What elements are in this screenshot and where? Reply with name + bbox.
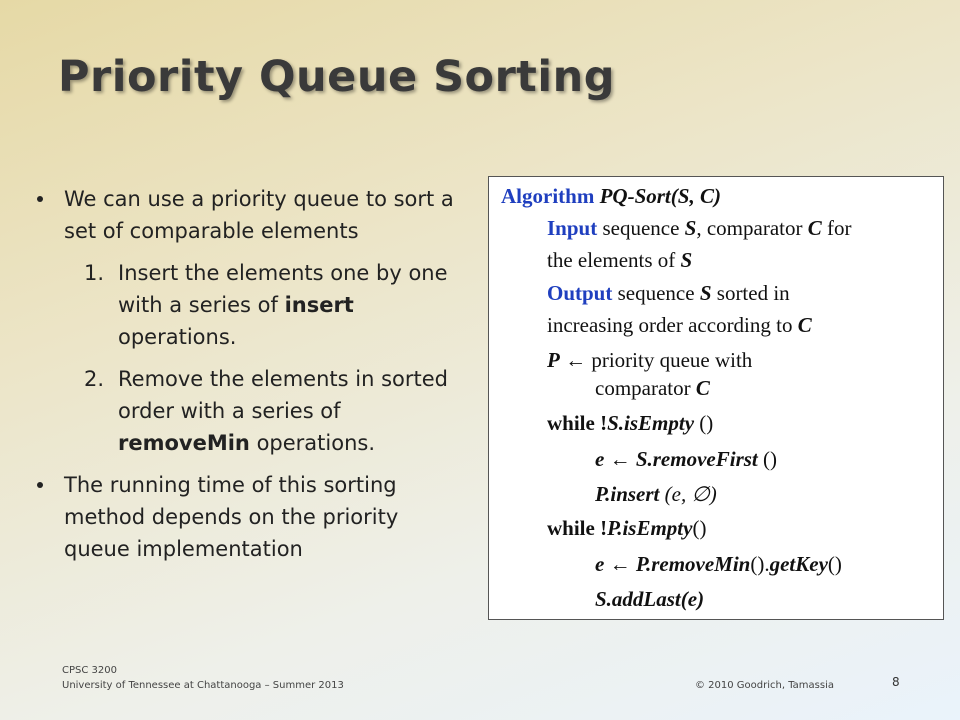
bullet-text: The running time of this sorting method depends on the priority queue implementation [64,473,399,561]
bullet-dot-icon [37,482,43,488]
item-text-end: operations. [118,325,237,349]
input-var: C [807,216,822,240]
algo-name: PQ-Sort [599,184,671,208]
algo-insert [595,481,717,507]
input-var: S [684,216,697,240]
algo-keyword: Algorithm [501,184,595,208]
algorithm-box [488,176,944,620]
code-var: C [695,376,710,400]
assign-arrow: ← [604,447,636,471]
code-args: (e) [680,587,705,611]
code-text: () [757,447,777,471]
item-text: Remove the elements in sorted order with a series of [118,367,448,423]
code-text: () [694,411,714,435]
code-call: S.isEmpty [607,411,695,435]
item-keyword: removeMin [118,431,250,455]
code-var: e [595,552,605,576]
numbered-item [34,363,464,459]
code-args: (e, ∅) [659,482,717,506]
code-text: (). [750,552,770,576]
output-var: S [699,281,712,305]
output-text: sequence [612,281,700,305]
algo-output [547,280,790,306]
input-text: the elements of [547,248,681,272]
code-call: P.insert [595,482,660,506]
code-var: e [595,447,605,471]
algo-p-assign-cont [595,375,710,401]
input-keyword: Input [547,216,598,240]
copyright: © 2010 Goodrich, Tamassia [695,680,834,691]
bullet-list [34,183,464,575]
algo-params: (S, C) [670,184,721,208]
input-var: S [680,248,693,272]
algo-remove-first [595,446,777,472]
algo-input-cont [547,247,692,273]
bullet-item [34,469,464,565]
code-text: () [692,516,707,540]
slide-title: Priority Queue Sorting [58,52,615,102]
algo-while-1 [547,410,713,436]
item-text-end: operations. [249,431,376,455]
code-text: comparator [595,376,696,400]
assign-arrow: ← [559,348,592,372]
output-var: C [797,313,812,337]
bullet-text: We can use a priority queue to sort a set of comparable elements [64,187,454,243]
item-text: Insert the elements one by one with a series of [118,261,448,317]
output-text: increasing order according to [547,313,798,337]
item-number: 1. [84,261,105,285]
input-text: sequence [597,216,685,240]
code-call: getKey [769,552,828,576]
code-call: P.isEmpty [607,516,693,540]
bullet-item [34,183,464,247]
output-text: sorted in [711,281,790,305]
output-keyword: Output [547,281,613,305]
algo-input [547,215,852,241]
item-number: 2. [84,367,105,391]
assign-arrow: ← [604,552,636,576]
numbered-item [34,257,464,353]
algo-while-2 [547,515,706,541]
input-text: for [821,216,852,240]
algo-p-assign [547,347,752,373]
code-text: priority queue with [591,348,753,372]
code-text: () [827,552,842,576]
algo-header [501,183,721,209]
algo-add-last [595,586,704,612]
code-var: P [547,348,560,372]
institution: University of Tennessee at Chattanooga – Summer 2013 [62,680,344,691]
footer-course-info [62,663,344,693]
algo-output-cont [547,312,812,338]
code-call: P.removeMin [635,552,751,576]
page-number: 8 [892,675,900,689]
code-call: S.removeFirst [635,447,758,471]
code-keyword: while ! [547,516,608,540]
code-keyword: while ! [547,411,608,435]
algo-remove-min [595,551,842,577]
bullet-dot-icon [37,196,43,202]
input-text: , comparator [696,216,808,240]
course-code: CPSC 3200 [62,665,117,676]
code-call: S.addLast [595,587,681,611]
item-keyword: insert [284,293,354,317]
